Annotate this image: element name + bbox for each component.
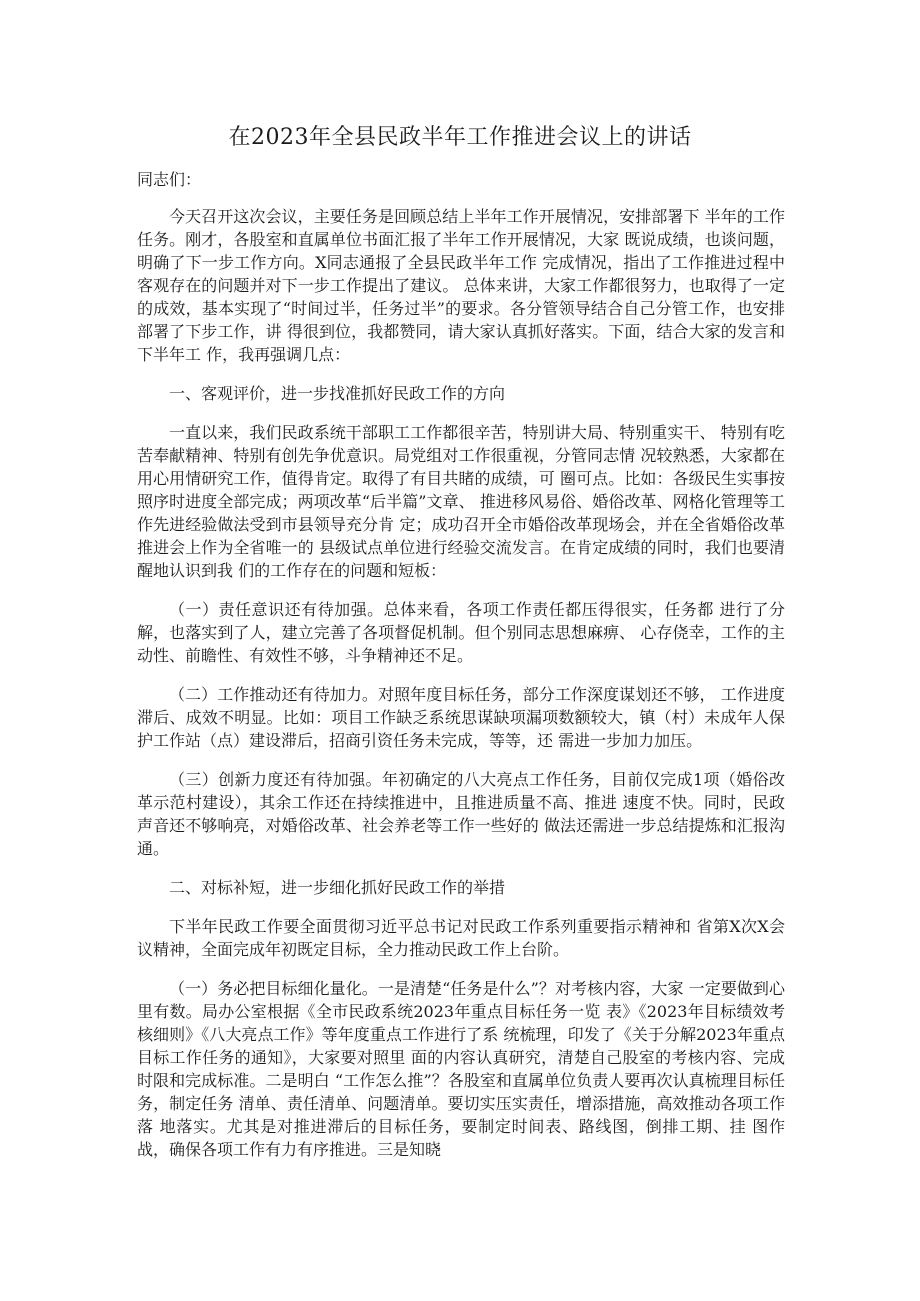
document-title: 在2023年全县民政半年工作推进会议上的讲话 — [228, 125, 692, 150]
paragraph-intro: 今天召开这次会议，主要任务是回顾总结上半年工作开展情况，安排部署下 半年的工作任务。刚才，各股室和直属单位书面汇报了半年工作开展情况，大家 既说成绩，也谈问题，明确了下一步工作方向。X同志通报了全县民政半年工作 完成情况，指出了工作推进过程中客观存在的问题并对下一步工作提出了建议。 总体来讲，大家工作都很努力，也取得了一定的成效，基本实现了“时间过半，任务过半”的要求。各分管领导结合自己分管工作，也安排部署了下步工作，讲 得很到位，我都赞同，请大家认真抓好落实。下面，结合大家的发言和下半年工 作，我再强调几点： — [137, 207, 785, 364]
paragraph-4: （三）创新力度还有待加强。年初确定的八大亮点工作任务，目前仅完成1项（婚俗改革示范村建设），其余工作还在持续推进中，且推进质量不高、推进 速度不快。同时，民政声音还不够响亮，对婚俗改革、社会养老等工作一些好的 做法还需进一步总结提炼和汇报沟通。 — [137, 770, 785, 858]
paragraph-3: （二）工作推动还有待加力。对照年度目标任务，部分工作深度谋划还不够， 工作进度滞后、成效不明显。比如：项目工作缺乏系统思谋缺项漏项数额较大，镇（村）未成年人保护工作站（点）建设滞后，招商引资任务未完成，等等，还 需进一步加力加压。 — [137, 685, 785, 750]
section-heading-2: 二、对标补短，进一步细化抓好民政工作的举措 — [169, 878, 506, 897]
section-heading-1: 一、客观评价，进一步找准抓好民政工作的方向 — [169, 384, 506, 403]
document-body — [137, 168, 785, 1161]
salutation: 同志们： — [137, 170, 202, 189]
paragraph-6: （一）务必把目标细化量化。一是清楚“任务是什么”？对考核内容，大家 一定要做到心里有数。局办公室根据《全市民政系统2023年重点目标任务一览 表》《2023年目标绩效考核细则》《八大亮点工作》等年度重点工作进行了系 统梳理，印发了《关于分解2023年重点目标工作任务的通知》，大家要对照里 面的内容认真研究，清楚自己股室的考核内容、完成时限和完成标准。二是明白 “工作怎么推”？各股室和直属单位负责人要再次认真梳理目标任务，制定任务 清单、责任清单、问题清单。要切实压实责任，增添措施，高效推动各项工作落 地落实。尤其是对推进滞后的目标任务，要制定时间表、路线图，倒排工期、挂 图作战，确保各项工作有力有序推进。三是知晓 — [137, 979, 785, 1159]
paragraph-1: 一直以来，我们民政系统干部职工工作都很辛苦，特别讲大局、特别重实干、 特别有吃苦奉献精神、特别有创先争优意识。局党组对工作很重视，分管同志情 况较熟悉，大家都在用心用情研究工作，值得肯定。取得了有目共睹的成绩，可 圈可点。比如：各级民生实事按照序时进度全部完成；两项改革“后半篇”文章、 推进移风易俗、婚俗改革、网格化管理等工作先进经验做法受到市县领导充分肯 定；成功召开全市婚俗改革现场会，并在全省婚俗改革推进会上作为全省唯一的 县级试点单位进行经验交流发言。在肯定成绩的同时，我们也要清醒地认识到我 们的工作存在的问题和短板： — [137, 423, 785, 580]
paragraph-5: 下半年民政工作要全面贯彻习近平总书记对民政工作系列重要指示精神和 省第X次X会议精神，全面完成年初既定目标，全力推动民政工作上台阶。 — [137, 917, 785, 959]
paragraph-2: （一）责任意识还有待加强。总体来看，各项工作责任都压得很实，任务都 进行了分解，也落实到了人，建立完善了各项督促机制。但个别同志思想麻痹、 心存侥幸，工作的主动性、前瞻性、有效性不够，斗争精神还不足。 — [137, 600, 785, 665]
